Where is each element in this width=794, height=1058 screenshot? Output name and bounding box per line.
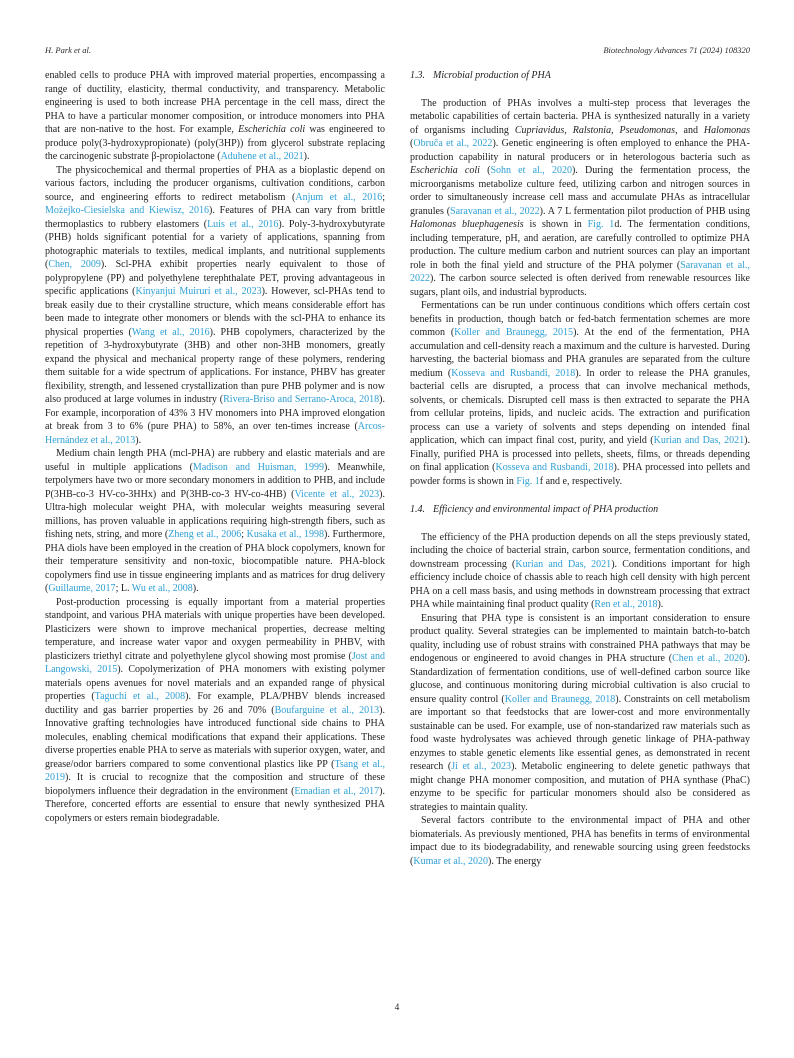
citation-link[interactable]: Taguchi et al., 2008 [94, 691, 186, 702]
citation-link[interactable]: Emadian et al., 2017 [294, 785, 380, 797]
text-run: ( [410, 138, 414, 149]
section-title: Efficiency and environmental impact of PHA production [433, 504, 659, 515]
paragraph [410, 97, 750, 300]
citation-link[interactable]: Jost and Langowski, 2015 [45, 650, 385, 675]
text-run: ; [241, 529, 247, 540]
text-run: , [611, 124, 620, 136]
text-run: The physicochemical and thermal properties of PHA as a bioplastic depend on various factors, including the producer organisms, cultivation conditions, carbon source, and engineering efforts to redirect metabolism ( [45, 164, 385, 203]
citation-link[interactable]: Vicente et al., 2023 [294, 488, 380, 500]
section-number: 1.3. [410, 70, 425, 81]
italic-term: Halomonas bluephagenesis [410, 219, 524, 230]
italic-term: Cupriavidus [514, 124, 565, 136]
citation-link[interactable]: Madison and Huisman, 1999 [192, 461, 325, 473]
italic-term: Escherichia coli [238, 124, 306, 135]
section-heading [410, 503, 750, 517]
citation-link[interactable]: Kumar et al., 2020 [413, 855, 489, 867]
text-run: ). Genetic engineering is often employed to enhance the PHA-production capability in natural producers or in heterologous bacteria such as [410, 138, 750, 163]
text-run: , [564, 124, 573, 136]
text-run: ). However, scl-PHAs tend to break easily due to their crystalline structure, which means considerable effort has been made to integrate other monomers or blends with the scl-PHA to enhance its physical properties ( [45, 286, 386, 338]
text-run: ). PHA processed into pellets and powder forms is shown in [410, 462, 751, 487]
citation-link[interactable]: Ji et al., 2023 [451, 761, 512, 772]
figure-link[interactable]: Fig. 1 [587, 219, 615, 230]
text-run: ). For example, incorporation of 43% 3 HV monomers into PHA improved elongation at break from 3 to 6% (pure PHA) to 58%, an over ten-times increase ( [45, 394, 385, 432]
text-run: ). Features of PHA can vary from brittle thermoplastics to rubbery elastomers ( [45, 205, 385, 230]
citation-link[interactable]: Ren et al., 2018 [594, 599, 658, 610]
paragraph [45, 447, 385, 596]
right-column [410, 69, 750, 868]
text-run: ). Scl-PHA exhibit properties nearly equivalent to those of polypropylene (PP) and polyethylene terephthalate PET, proving advantageous in specific applications ( [45, 259, 386, 297]
text-run: ). [303, 151, 310, 162]
text-run: ). The energy [488, 855, 542, 867]
text-run: ). [657, 599, 664, 610]
text-run: The production of PHAs involves a multi-step process that leverages the metabolic capabilities of certain bacteria. PHA is synthesized naturally in a variety of organisms including [410, 97, 750, 136]
text-run: ). Meanwhile, terpolymers have two or more secondary monomers in addition to PHB, and include P(3HB-co-3 HV-co-3HHx) and P(3HB-co-3 HV-co-4HB) ( [45, 461, 386, 500]
text-run: ). Metabolic engineering to delete genetic pathways that might change PHA monomer composition, and mutation of PHA synthase (PhaC) enzyme to be specific for particular monomers should also be considered as strategies to maintain quality. [410, 761, 750, 813]
section-number: 1.4. [410, 504, 425, 515]
text-run: ). For example, PLA/PHBV blends increased ductility and gas barrier properties by 26 and 70% ( [45, 691, 385, 716]
citation-link[interactable]: Koller and Braunegg, 2018 [504, 693, 616, 705]
text-run: Medium chain length PHA (mcl-PHA) are rubbery and elastic materials and are useful in multiple applications ( [45, 448, 385, 473]
citation-link[interactable]: Saravanan et al., 2022 [410, 259, 750, 284]
citation-link[interactable]: Kurian and Das, 2021 [515, 558, 612, 570]
text-run: Post-production processing is equally important from a material properties standpoint, and various PHA materials with unique properties have been developed. Plasticizers were shown to improve mechanical properties, decrease melting temperature, and increase water vapor and oxygen permeability in PHBV, with plasticizers triethyl citrate and polyethylene glycol showing most promise ( [45, 596, 385, 662]
paragraph [410, 299, 750, 488]
citation-link[interactable]: Rivera-Briso and Serrano-Aroca, 2018 [223, 394, 380, 405]
text-run: ). Furthermore, PHA diols have been employed in the creation of PHA block copolymers, known for their temperature sensitivity and non-toxic, biocompatible nature. PHA-block copolymers find use in tissue engineering implants and as matrices for drug delivery ( [45, 529, 385, 594]
citation-link[interactable]: Kurian and Das, 2021 [653, 435, 745, 446]
citation-link[interactable]: Arcos-Hernández et al., 2013 [45, 421, 385, 446]
text-run: enabled cells to produce PHA with improved material properties, encompassing a range of ductility, elasticity, thermal conductivity, and transparency. Metabolic engineering is used to both increase PHA percentage in the cell mass, direct the PHA to have a particular monomer composition, or introduce monomers into PHA that are non-native to the host. For example, [45, 70, 385, 135]
italic-term: Escherichia coli [410, 165, 480, 176]
citation-link[interactable]: Możejko-Ciesielska and Kiewisz, 2016 [45, 205, 210, 216]
page-footer [0, 1002, 794, 1012]
paragraph [45, 164, 385, 448]
citation-link[interactable]: Koller and Braunegg, 2015 [454, 327, 574, 338]
citation-link[interactable]: Kosseva and Rusbandi, 2018 [451, 367, 576, 379]
citation-link[interactable]: Chen, 2009 [48, 259, 101, 270]
text-run: ). In order to release the PHA granules, bacterial cells are disrupted, a process that can involve mechanical methods, solvents, or chemicals. Disrupted cell mass is then extracted to separate the PHA from cellular proteins, lipids, and nucleic acids. The extraction and purification process can use a variety of solvents and steps depending on intended final application, which can impact final cost, purity, and yield ( [410, 367, 750, 446]
page-number: 4 [394, 1002, 400, 1012]
citation-link[interactable]: Saravanan et al., 2022 [450, 205, 540, 217]
text-run: ). Standardization of fermentation conditions, use of well-defined carbon source like glucose, and continuous monitoring during microbial cultivation is also crucial to ensure quality control ( [410, 653, 750, 705]
citation-link[interactable]: Kusaka et al., 1998 [246, 529, 325, 540]
text-run: was engineered to produce poly(3-hydroxypropionate) (poly(3HP)) from glycerol substrate replacing the carcinogenic substrate β-propiolactone ( [45, 124, 385, 162]
paragraph [410, 531, 750, 612]
citation-link[interactable]: Sohn et al., 2020 [490, 165, 572, 176]
text-run: ). Poly-3-hydroxybutyrate (PHB) holds significant potential for a variety of applications, spanning from photographic materials to textiles, medical implants, and nutritional supplements ( [45, 218, 385, 270]
text-run: ). Therefore, concerted efforts are essential to ensure that newly synthesized PHA copolymers or esters remain biodegradable. [45, 785, 385, 824]
running-head-author: H. Park et al. [45, 45, 92, 55]
text-run: ). At the end of the fermentation, PHA accumulation and cell-density reach a maximum and the culture is harvested. During harvesting, the bacterial biomass and PHA granules are separated from the culture medium ( [410, 327, 751, 379]
citation-link[interactable]: Wang et al., 2016 [131, 326, 210, 338]
text-run: f and e, respectively. [539, 475, 623, 487]
text-run: ). [135, 434, 142, 446]
citation-link[interactable]: Guillaume, 2017 [48, 583, 116, 594]
text-run: is shown in [523, 219, 588, 230]
text-run: ). It is crucial to recognize that the composition and structure of these biopolymers influence their degradation in the environment ( [45, 772, 385, 797]
citation-link[interactable]: Chen et al., 2020 [672, 653, 745, 664]
text-run: d. The fermentation conditions, including temperature, pH, and aeration, are carefully controlled to optimize PHA production. The culture medium carbon and nutrient sources can play an important role in both the final yield and structure of the PHA polymer ( [410, 219, 750, 271]
text-run: ). PHB copolymers, characterized by the repetition of 3-hydroxybutyrate (3HB) and other non-3HB monomers, greatly expand the physical and mechanical property range of these polymers, rendering them suitable for a wide spectrum of applications. For instance, PHBV has greater flexibility, strength, and lessened crystallization than pure PHB polymer and is now also produced at large volumes in industry ( [45, 326, 385, 405]
text-run: ). Conditions important for high efficiency include choice of chassis able to reach high cell density with high percent PHA on a cell mass basis, and using methods in downstream processing that extract PHA while maintaining final product quality ( [410, 558, 750, 610]
section-heading [410, 69, 750, 83]
text-run: ). Constraints on cell metabolism are important so that feedstocks that are lower-cost and more environmentally sustainable can be used. For example, use of non-standarized raw materials such as food waste hydrolysates was achieved through genetic linkage of PHA-pathway enzymes to stable genetic elements like essential genes, as demonstrated in recent research ( [410, 693, 750, 772]
text-run: ). Innovative grafting technologies have introduced functional side chains to PHA molecules, enabling chemical modifications that expand their applications. These diverse properties enable PHA to serve as materials with superior oxygen, water, and grease/odor barriers compared to some conventional plastics like PP ( [45, 704, 385, 770]
italic-term: Ralstonia [572, 124, 612, 136]
section-title: Microbial production of PHA [433, 70, 551, 81]
text-run: ). The carbon source selected is often derived from renewable resources like sugars, plant oils, and industrial byproducts. [410, 273, 750, 298]
paragraph [45, 69, 385, 164]
text-run: ). [192, 583, 199, 594]
text-run: The efficiency of the PHA production depends on all the steps previously stated, including the choice of bacterial strain, carbon source, fermentation conditions, and downstream processing ( [410, 531, 750, 570]
text-run: Fermentations can be run under continuous conditions which offers certain cost benefits in production, though batch or fed-batch fermentation schemes are more common ( [410, 300, 750, 338]
text-run: , and [675, 124, 704, 136]
figure-link[interactable]: Fig. 1 [516, 475, 540, 487]
text-run: ). Copolymerization of PHA monomers with existing polymer materials opens avenues for novel materials and an expanded range of physical properties ( [45, 664, 385, 702]
running-head-journal: Biotechnology Advances 71 (2024) 108320 [603, 45, 750, 55]
text-run: ). During the fermentation process, the microorganisms metabolize culture feed, utilizing carbon and nitrogen sources in order to simultaneously increase cell mass and accumulate PHAs as intracellular granules ( [410, 165, 750, 217]
citation-link[interactable]: Wu et al., 2008 [131, 583, 193, 594]
text-run: ). A 7 L fermentation pilot production of PHB using [539, 205, 750, 217]
text-run: ). Ultra-high molecular weight PHA, with molecular weights measuring several millions, has proven valuable in applications requiring high-strength fibers, such as fishing nets, string, and more ( [45, 488, 385, 540]
text-run: Ensuring that PHA type is consistent is an important consideration to ensure product quality. Several strategies can be implemented to maintain batch-to-batch quality, including use of robust strains with constrained PHA pathways that may be endogenous or engineered to avoid changes in PHA structure ( [410, 612, 750, 664]
article-body [45, 69, 750, 868]
citation-link[interactable]: Tsang et al., 2019 [45, 758, 385, 783]
text-run: ). Finally, purified PHA is processed into pellets, sheets, films, or threads depending on final application ( [410, 435, 750, 473]
citation-link[interactable]: Anjum et al., 2016 [295, 191, 383, 203]
italic-term: Halomonas [703, 124, 751, 136]
citation-link[interactable]: Obruča et al., 2022 [413, 138, 493, 149]
left-column [45, 69, 385, 868]
paragraph [45, 596, 385, 826]
text-run: ; L. [115, 583, 132, 594]
citation-link[interactable]: Boufarguine et al., 2013 [274, 704, 380, 716]
paragraph [410, 612, 750, 815]
citation-link[interactable]: Luis et al., 2016 [207, 218, 279, 230]
running-head [45, 45, 750, 55]
paragraph [410, 814, 750, 868]
citation-link[interactable]: Kinyanjui Muiruri et al., 2023 [135, 286, 262, 297]
citation-link[interactable]: Kosseva and Rusbandi, 2018 [495, 462, 614, 473]
text-run: Several factors contribute to the environmental impact of PHA and other biomaterials. As previously mentioned, PHA has benefits in terms of environmental impact due to its biodegradability, and renewable sourcing using green feedstocks ( [410, 815, 750, 867]
text-run: ; [382, 191, 385, 203]
citation-link[interactable]: Aduhene et al., 2021 [220, 151, 304, 162]
citation-link[interactable]: Zheng et al., 2006 [168, 529, 242, 540]
italic-term: Pseudomonas [619, 124, 676, 136]
text-run: ( [479, 165, 491, 176]
